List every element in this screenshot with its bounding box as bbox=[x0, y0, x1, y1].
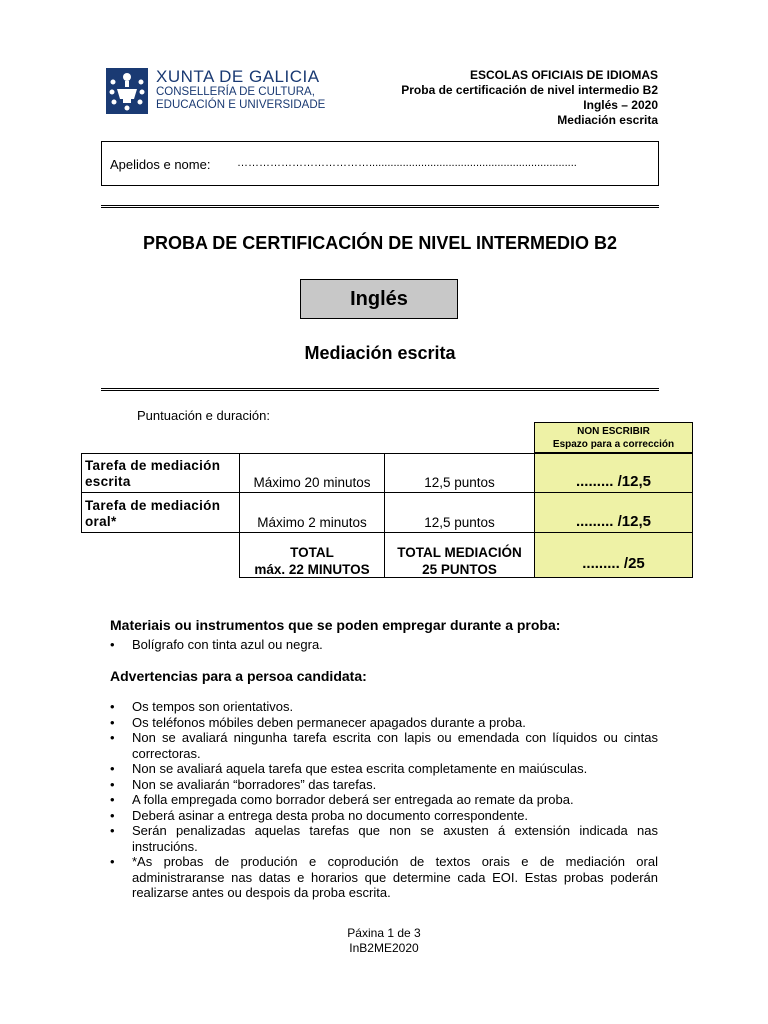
page-footer bbox=[0, 926, 768, 956]
score-field[interactable]: ......... /12,5 bbox=[534, 492, 693, 533]
total-points-cell bbox=[384, 532, 535, 578]
list-item: • Non se avaliará ningunha tarefa escrita con lapis ou emendada con líquidos ou cintas correctoras. bbox=[110, 730, 658, 761]
org-sub-1: CONSELLERÍA DE CULTURA, bbox=[156, 86, 315, 98]
org-name: XUNTA DE GALICIA bbox=[156, 67, 320, 86]
score-field[interactable]: ......... /12,5 bbox=[534, 453, 693, 493]
task-cell: Tarefa de mediación oral* bbox=[81, 492, 240, 533]
list-item: • Deberá asinar a entrega desta proba no documento correspondente. bbox=[110, 808, 658, 824]
warnings-list bbox=[110, 699, 658, 901]
header-school: ESCOLAS OFICIAIS DE IDIOMAS bbox=[469, 68, 658, 82]
total-time-value: máx. 22 MINUTOS bbox=[254, 562, 370, 577]
list-item: • *As probas de produción e coprodución de textos orais e de mediación oral administraranse nas datas e horarios que determine cada EOI. Estas probas poderán realizarse antes ou despois da proba escrita. bbox=[110, 854, 658, 901]
header-section: Mediación escrita bbox=[557, 113, 658, 127]
materials-list bbox=[110, 637, 658, 653]
total-points-value: 25 PUNTOS bbox=[422, 562, 497, 577]
list-item: • A folla empregada como borrador deberá ser entregada ao remate da proba. bbox=[110, 792, 658, 808]
page-title: PROBA DE CERTIFICACIÓN DE NIVEL INTERMEDIO B2 bbox=[142, 233, 618, 253]
total-score-field[interactable]: ......... /25 bbox=[534, 532, 693, 578]
list-item: • Bolígrafo con tinta azul ou negra. bbox=[110, 637, 658, 653]
task-cell: Tarefa de mediación escrita bbox=[81, 453, 240, 493]
correction-header-line-1: NON ESCRIBIR bbox=[577, 426, 650, 437]
name-field-dots: ……………………………….................................................................... bbox=[237, 157, 577, 169]
list-item: • Os tempos son orientativos. bbox=[110, 699, 658, 715]
materials-heading: Materiais ou instrumentos que se poden empregar durante a proba: bbox=[110, 617, 561, 633]
correction-header-line-2: Espazo para a corrección bbox=[552, 439, 675, 450]
divider bbox=[101, 388, 659, 391]
page-subtitle: Mediación escrita bbox=[304, 343, 456, 363]
page-number: Páxina 1 de 3 bbox=[347, 926, 421, 940]
document-code: InB2ME2020 bbox=[349, 941, 419, 955]
time-cell: Máximo 2 minutos bbox=[239, 492, 385, 533]
time-cell: Máximo 20 minutos bbox=[239, 453, 385, 493]
org-sub-2: EDUCACIÓN E UNIVERSIDADE bbox=[156, 99, 326, 111]
divider bbox=[101, 205, 659, 208]
scoring-label: Puntuación e duración: bbox=[137, 408, 270, 423]
organization-block bbox=[156, 68, 325, 112]
header-language-year: Inglés – 2020 bbox=[583, 98, 658, 112]
warnings-heading: Advertencias para a persoa candidata: bbox=[110, 668, 367, 684]
total-points-label: TOTAL MEDIACIÓN bbox=[397, 545, 522, 560]
total-time-label: TOTAL bbox=[290, 545, 334, 560]
list-item: • Non se avaliarán “borradores” das tarefas. bbox=[110, 777, 658, 793]
points-cell: 12,5 puntos bbox=[384, 492, 535, 533]
correction-header bbox=[534, 422, 693, 453]
list-item: • Non se avaliará aquela tarefa que estea escrita completamente en maiúsculas. bbox=[110, 761, 658, 777]
xunta-logo-icon bbox=[106, 68, 148, 114]
points-cell: 12,5 puntos bbox=[384, 453, 535, 493]
total-time-cell bbox=[239, 532, 385, 578]
name-field-label: Apelidos e nome: bbox=[110, 157, 211, 172]
list-item: • Serán penalizadas aquelas tarefas que non se axusten á extensión indicada nas instrucións. bbox=[110, 823, 658, 854]
header-right bbox=[401, 68, 658, 128]
language-box: Inglés bbox=[300, 279, 458, 319]
name-field[interactable] bbox=[101, 141, 659, 186]
header-exam: Proba de certificación de nivel intermedio B2 bbox=[401, 83, 658, 97]
list-item: • Os teléfonos móbiles deben permanecer apagados durante a proba. bbox=[110, 715, 658, 731]
